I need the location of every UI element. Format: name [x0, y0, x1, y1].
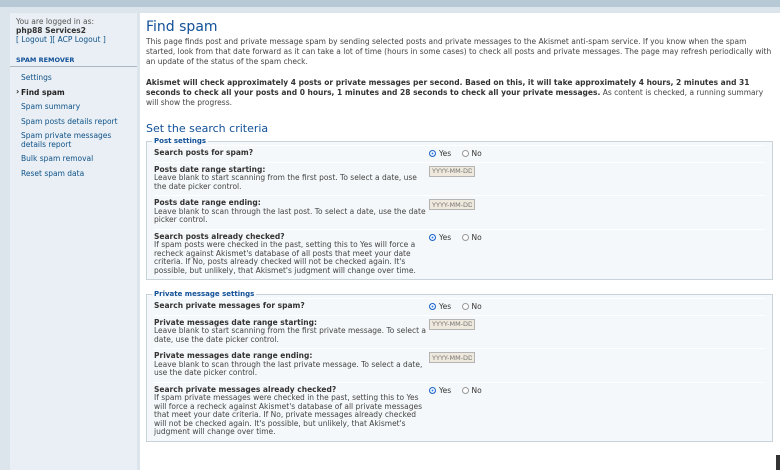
post-settings-legend: Post settings	[154, 137, 207, 145]
menu-title: SPAM REMOVER	[10, 56, 137, 67]
top-bar	[0, 0, 780, 7]
search-posts-no-radio[interactable]	[462, 149, 482, 158]
posts-end-date-input[interactable]	[429, 199, 475, 210]
pm-settings	[146, 290, 773, 442]
posts-start-date-input[interactable]	[429, 166, 475, 177]
radio-checked-icon	[429, 303, 436, 310]
sidebar-item-spam-summary[interactable]: Spam summary	[21, 102, 81, 111]
radio-unchecked-icon	[462, 303, 469, 310]
label-search-posts: Search posts for spam?	[154, 148, 254, 157]
radio-label: No	[471, 385, 482, 395]
desc-posts-start: Leave blank to start scanning from the first post. To select a date, use the date picker control.	[154, 173, 417, 191]
page-intro: This page finds post and private message spam by sending selected posts and private messages to the Akismet anti-spam service. If you know when the spam started, look from that date forward as it can take a lot of time (hours in some cases) to check all posts and private messages. The page may refresh periodically with an update of the status of the spam check.	[146, 37, 772, 66]
sidebar-item-spam-pm-report[interactable]: Spam private messages details report	[21, 131, 112, 149]
radio-checked-icon	[429, 387, 436, 394]
desc-pms-already: If spam private messages were checked in the past, setting this to Yes will force a recheck against Akismet's database of all private messages that meet your date criteria. If No, private messages already checked will not be checked again. It's possible, but unlikely, that Akismet's judgment will change over time.	[154, 393, 423, 436]
label-pms-already: Search private messages already checked?	[154, 384, 337, 394]
row-posts-start	[154, 162, 765, 196]
radio-checked-icon	[429, 234, 436, 241]
desc-pms-end: Leave blank to scan through the last private message. To select a date, use the date picker control.	[154, 359, 423, 377]
logged-in-label: You are logged in as:	[16, 17, 95, 26]
radio-unchecked-icon	[462, 234, 469, 241]
pms-already-yes-radio[interactable]	[429, 386, 451, 395]
username: php88 Services2	[16, 26, 86, 35]
radio-checked-icon	[429, 150, 436, 157]
label-posts-start: Posts date range starting:	[154, 164, 266, 174]
row-pms-end	[154, 348, 765, 382]
sidebar-item-spam-posts-report[interactable]: Spam posts details report	[21, 116, 118, 126]
posts-already-no-radio[interactable]	[462, 233, 482, 242]
scrollbar-edge	[776, 455, 780, 470]
label-posts-end: Posts date range ending:	[154, 198, 261, 207]
label-pms-end: Private messages date range ending:	[154, 351, 313, 360]
logout-links[interactable]: [ Logout ][ ACP Logout ]	[16, 35, 106, 44]
radio-label: No	[471, 149, 482, 158]
sidebar	[10, 13, 137, 470]
radio-unchecked-icon	[462, 150, 469, 157]
pm-settings-legend: Private message settings	[154, 290, 255, 298]
row-search-pms	[154, 298, 765, 315]
main-content	[140, 13, 780, 470]
radio-label: Yes	[439, 232, 452, 242]
pms-end-date-input[interactable]	[429, 352, 475, 363]
radio-label: No	[471, 302, 482, 311]
sidebar-item-find-spam[interactable]: › Find spam	[10, 86, 137, 101]
posts-already-yes-radio[interactable]	[429, 233, 451, 242]
radio-label: Yes	[439, 385, 452, 395]
search-pms-yes-radio[interactable]	[429, 302, 451, 311]
page-title: Find spam	[146, 19, 218, 35]
radio-unchecked-icon	[462, 387, 469, 394]
login-info	[10, 13, 137, 44]
search-posts-yes-radio[interactable]	[429, 149, 451, 158]
row-pms-start	[154, 315, 765, 349]
sidebar-item-reset-spam[interactable]: Reset spam data	[21, 168, 85, 178]
rate-info	[146, 78, 773, 108]
pms-already-no-radio[interactable]	[462, 386, 482, 395]
rate-info-rest: As content is checked, a running summary will show the progress.	[146, 88, 764, 107]
desc-pms-start: Leave blank to start scanning from the first private message. To select a date, use the date picker control.	[154, 326, 426, 344]
pms-start-date-input[interactable]	[429, 319, 475, 330]
row-pms-already	[154, 382, 765, 441]
criteria-title: Set the search criteria	[146, 122, 269, 135]
label-search-pms: Search private messages for spam?	[154, 301, 305, 310]
sidebar-item-settings[interactable]: Settings	[21, 73, 52, 82]
desc-posts-end: Leave blank to scan through the last post. To select a date, use the date picker control.	[154, 206, 426, 224]
row-posts-end	[154, 195, 765, 229]
radio-label: Yes	[439, 302, 452, 311]
sidebar-item-bulk-removal[interactable]: Bulk spam removal	[21, 154, 94, 163]
desc-posts-already: If spam posts were checked in the past, setting this to Yes will force a recheck against Akismet's database of all posts that meet your date criteria. If No, posts already checked will not be checked again. It's possible, but unlikely, that Akismet's judgment will change over time.	[154, 240, 416, 275]
search-pms-no-radio[interactable]	[462, 302, 482, 311]
row-posts-already	[154, 229, 765, 280]
sidebar-menu	[10, 71, 137, 181]
radio-label: Yes	[439, 149, 452, 158]
label-pms-start: Private messages date range starting:	[154, 317, 317, 327]
radio-label: No	[471, 232, 482, 242]
label-posts-already: Search posts already checked?	[154, 231, 285, 241]
row-search-posts	[154, 145, 765, 162]
post-settings	[146, 137, 773, 280]
rate-info-bold: Akismet will check approximately 4 posts or private messages per second. Based on this, it will take approximately 4 hours, 2 minutes and 31 seconds to check all your posts and 0 hours, 1 minutes and 28 seconds to check all your private messages.	[146, 78, 750, 97]
